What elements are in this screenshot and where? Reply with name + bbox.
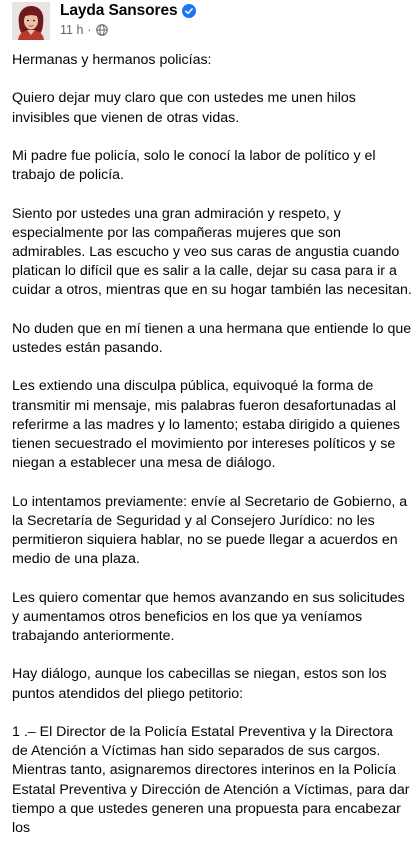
post-paragraph: Lo intentamos previamente: envíe al Secretario de Gobierno, a la Secretaría de Seguridad y al Consejero Jurídico: no les permitieron siquiera hablar, no se puede llegar a acuerdos en medio de una plaza.: [12, 493, 408, 568]
post-paragraph: Les extiendo una disculpa pública, equivoqué la forma de transmitir mi mensaje, mis palabras fueron desafortunadas al referirme a las madres y lo lamento; estaba dirigido a quienes tienen secuestrado el movimiento por intereses políticos y se niegan a establecer una mesa de diálogo.: [12, 378, 400, 472]
meta-separator: ·: [87, 23, 92, 37]
post-paragraph: Siento por ustedes una gran admiración y respeto, y especialmente por las compañeras mujeres que son admirables. Las escucho y veo sus caras de angustia cuando platican lo difícil que es salir a la calle, dejar su casa para ir a cuidar a otros, mientras que en su hogar también las necesitan.: [12, 205, 412, 299]
post-header: [0, 0, 420, 44]
globe-icon[interactable]: [96, 24, 108, 36]
post-meta: [60, 22, 108, 38]
post-paragraph: No duden que en mí tienen a una hermana que entiende lo que ustedes están pasando.: [12, 320, 412, 356]
author-line: [60, 1, 196, 21]
post-paragraph: Hermanas y hermanos policías:: [12, 52, 212, 68]
author-avatar[interactable]: [12, 2, 50, 40]
post-paragraph: Mi padre fue policía, solo le conocí la labor de político y el trabajo de policía.: [12, 147, 376, 184]
post-timestamp[interactable]: 11 h: [60, 23, 84, 37]
post-paragraph: Hay diálogo, aunque los cabecillas se niegan, estos son los puntos atendidos del pliego petitorio:: [12, 666, 387, 702]
author-name[interactable]: Layda Sansores: [60, 2, 178, 19]
avatar-portrait-icon: [12, 2, 50, 40]
post-paragraph: 1 .– El Director de la Policía Estatal Preventiva y la Directora de Atención a Víctimas han sido separados de sus cargos. Mientras tanto, asignaremos directores interinos en la Policía Estatal Preventiva y Dirección de Atención a Víctimas, para dar tiempo a que ustedes generen una propuesta para encabezar los: [12, 723, 410, 836]
post-text: [12, 51, 412, 857]
verified-badge-icon: [182, 4, 196, 18]
post-paragraph: Quiero dejar muy claro que con ustedes me unen hilos invisibles que vienen de otras vidas.: [12, 90, 356, 126]
post-paragraph: Les quiero comentar que hemos avanzando en sus solicitudes y aumentamos otros beneficios en los que ya veníamos trabajando anteriormente.: [12, 589, 405, 644]
